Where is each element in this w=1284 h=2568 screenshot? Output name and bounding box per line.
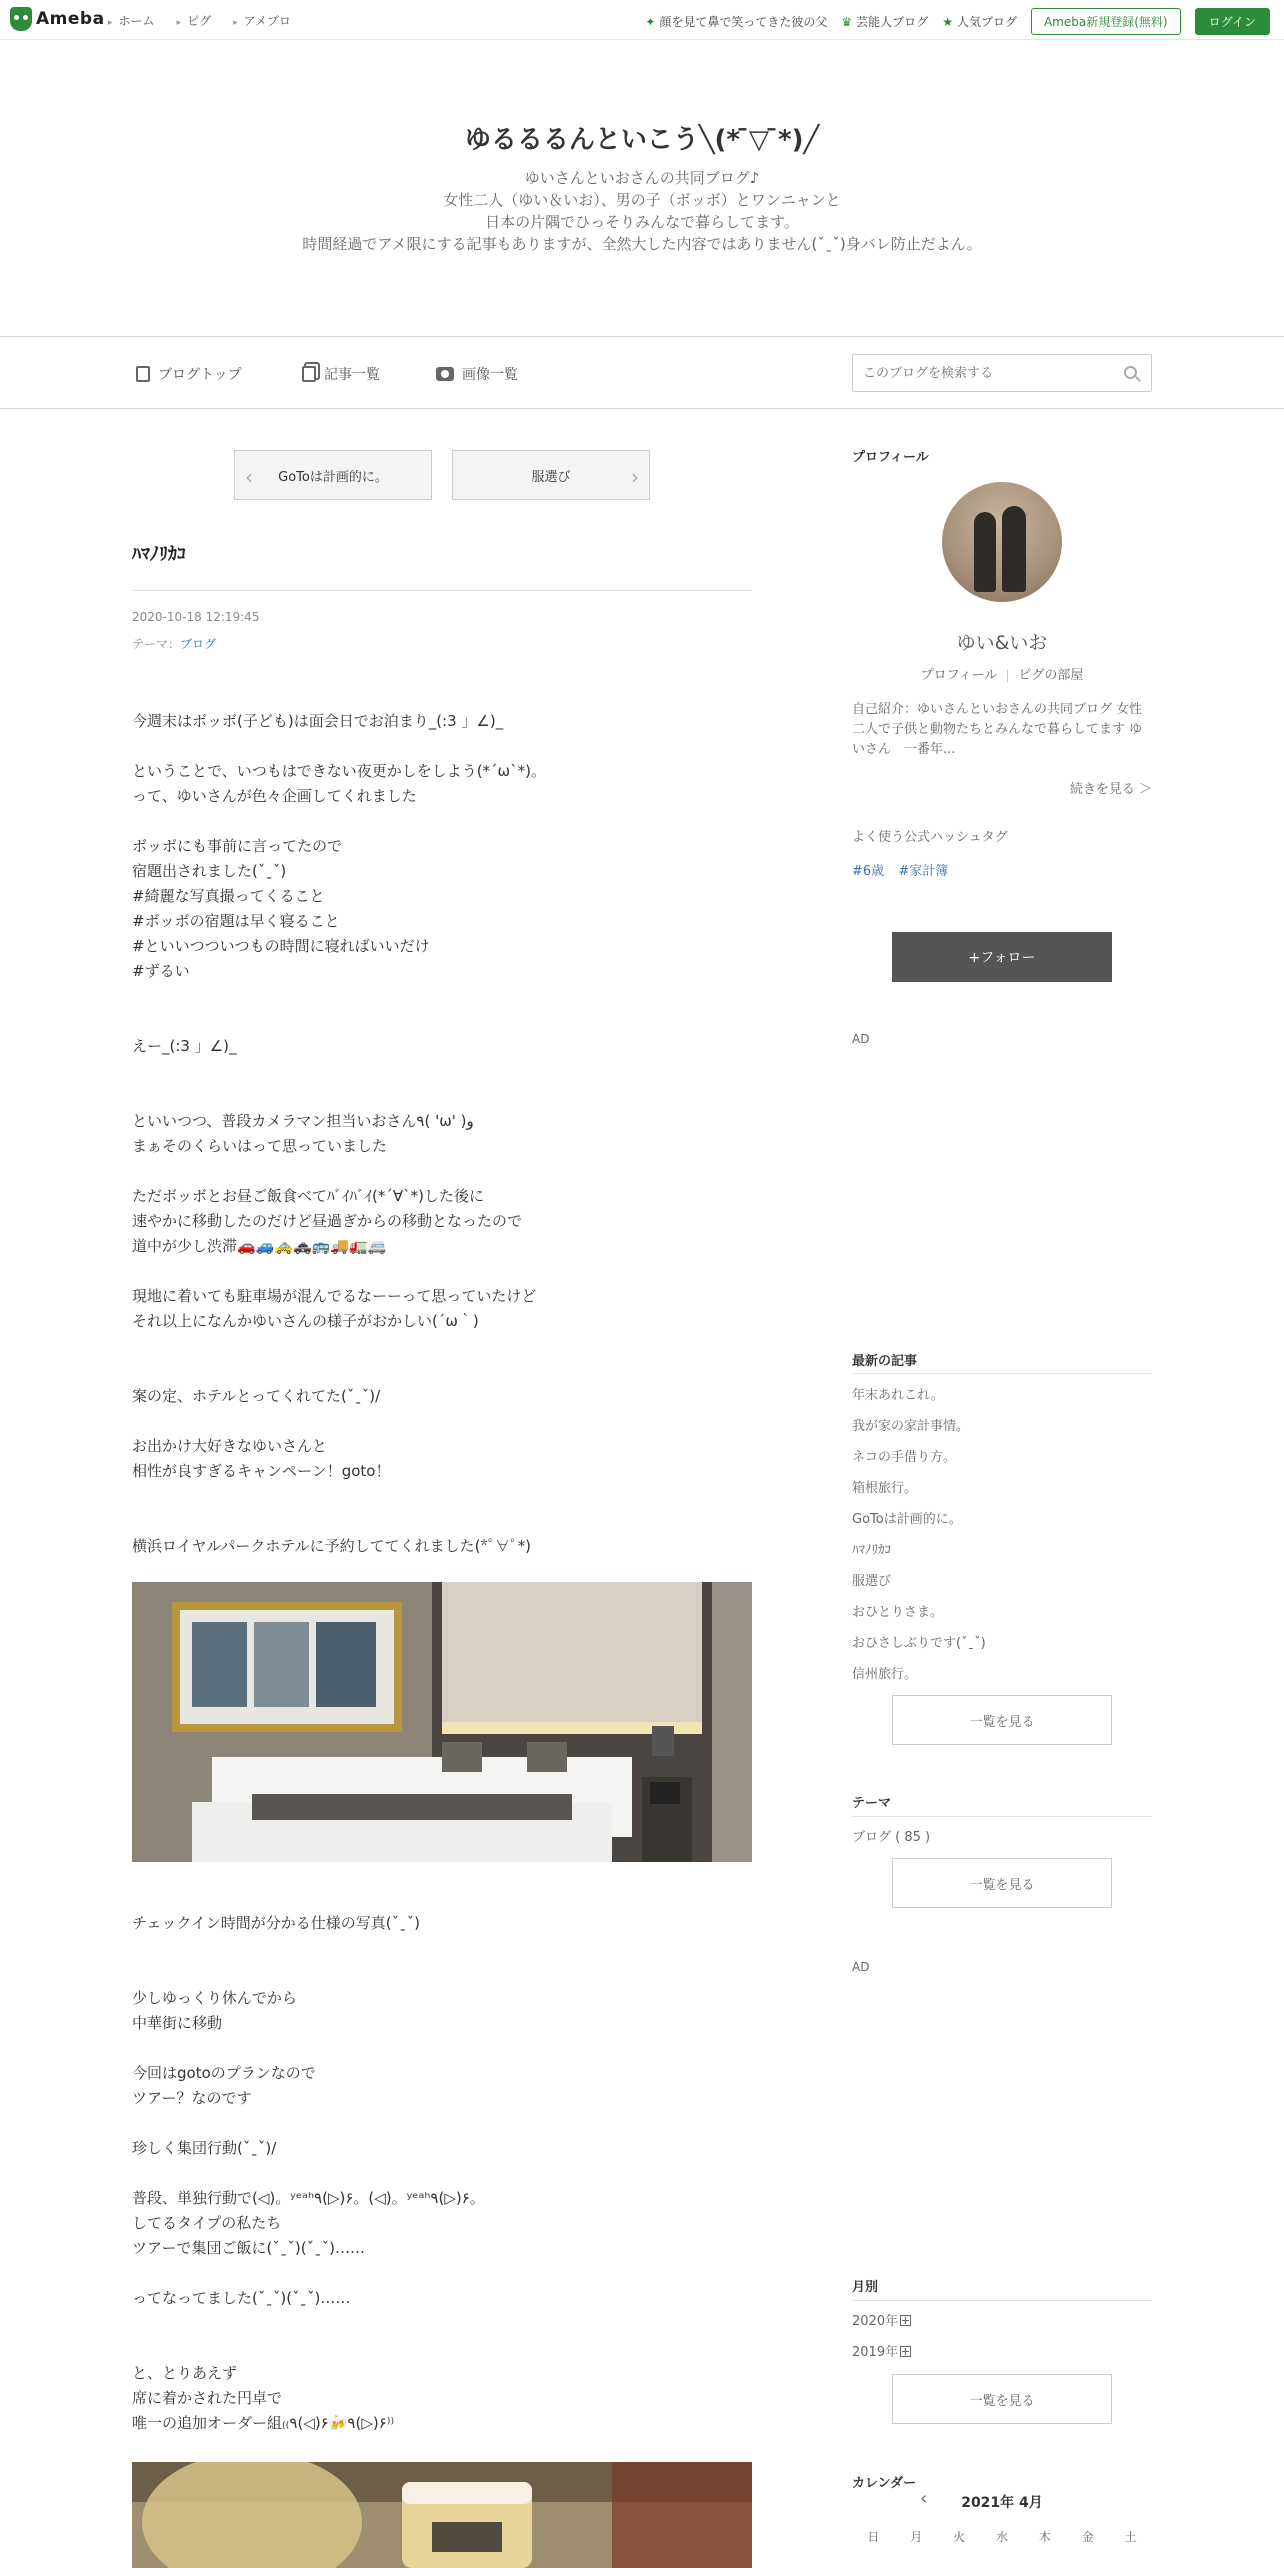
body-line: ツアーで集団ご飯に(ˇˍˇ)(ˇˍˇ)…… xyxy=(132,2239,365,2257)
body-line: といいつつ、普段カメラマン担当いおさん٩( 'ω' )و xyxy=(132,1112,474,1130)
body-line: チェックイン時間が分かる仕様の写真(ˇˍˇ) xyxy=(132,1914,421,1932)
profile-intro: 自己紹介：ゆいさんといおさんの共同ブログ 女性二人で子供と動物たちとみんなで暮らしてます ゆいさん 一番年... xyxy=(852,702,1143,757)
weekday-label: 土 xyxy=(1124,2530,1137,2544)
weekday-label: 水 xyxy=(996,2530,1009,2544)
monthly-divider xyxy=(852,2300,1152,2301)
recent-entry-link[interactable]: おひとりさま。 xyxy=(852,1605,944,1620)
body-line: 普段、単独行動で(◁)。ʸᵉᵃʰ٩(▷)۶。(◁)。ʸᵉᵃʰ٩(▷)۶。 xyxy=(132,2189,485,2207)
body-line: ボッボにも事前に言ってたので xyxy=(132,837,343,855)
ad-label: AD xyxy=(852,1032,870,1046)
signup-button[interactable]: Ameba新規登録(無料) xyxy=(1031,8,1181,35)
hashtag-list xyxy=(852,860,958,879)
theme-see-all-button[interactable]: 一覧を見る xyxy=(892,1858,1112,1908)
profile-more-link[interactable]: 続きを見る ＞ xyxy=(1069,782,1152,797)
profile-heading: プロフィール xyxy=(852,450,929,465)
blog-search xyxy=(852,354,1152,392)
recent-entry-link[interactable]: ネコの手借り方。 xyxy=(852,1450,957,1465)
global-header xyxy=(0,0,1284,40)
theme-label: テーマ： xyxy=(132,637,181,651)
pigg-room-link[interactable]: ピグの部屋 xyxy=(1018,668,1084,683)
title-divider xyxy=(132,590,752,591)
ameba-logo-icon xyxy=(10,7,32,31)
blog-top-link[interactable] xyxy=(136,364,242,384)
expand-plus-icon[interactable] xyxy=(900,2346,911,2357)
ranking-link-1[interactable] xyxy=(645,13,827,30)
body-line: 今週末はボッボ(子ども)は面会日でお泊まり_(:3 」∠)_ xyxy=(132,712,504,730)
body-line: 中華街に移動 xyxy=(132,2014,223,2032)
blog-nav xyxy=(0,336,1284,409)
calendar-prev-icon[interactable]: ‹ xyxy=(920,2488,928,2509)
weekday-label: 月 xyxy=(910,2530,923,2544)
weekday-label: 日 xyxy=(867,2530,880,2544)
document-icon xyxy=(136,366,150,382)
month-label: 2019年 xyxy=(852,2345,899,2360)
theme-item-link[interactable]: ブログ ( 85 ) xyxy=(852,1830,931,1845)
body-line: お出かけ大好きなゆいさんと xyxy=(132,1437,328,1455)
body-line: 相性が良すぎるキャンペーン！goto！ xyxy=(132,1462,391,1480)
entry-list-link[interactable] xyxy=(302,364,380,384)
blog-top-label: ブログトップ xyxy=(158,367,242,383)
calendar-heading: カレンダー xyxy=(852,2476,917,2491)
body-line: 現地に着いても駐車場が混んでるなーーって思っていたけど xyxy=(132,1287,537,1305)
body-line: 今回はgotoのプランなので xyxy=(132,2064,316,2082)
recent-heading: 最新の記事 xyxy=(852,1354,918,1369)
ameba-logo[interactable] xyxy=(10,7,105,31)
expand-plus-icon[interactable] xyxy=(900,2315,911,2326)
entry-date: 2020-10-18 12:19:45 xyxy=(132,610,260,624)
search-input[interactable] xyxy=(853,355,1103,391)
star-icon: ✦ xyxy=(645,14,656,29)
body-line: 宿題出されました(ˇˍˇ) xyxy=(132,862,287,880)
calendar-weekdays xyxy=(852,2528,1152,2545)
body-line: 唯一の追加オーダー組₍₍٩(◁)۶🍻٩(▷)۶⁾⁾ xyxy=(132,2414,395,2432)
prev-entry-label: GoToは計画的に。 xyxy=(278,469,388,485)
copy-icon xyxy=(302,366,316,382)
prev-entry-button[interactable] xyxy=(234,450,432,500)
global-nav xyxy=(108,12,291,29)
recent-divider xyxy=(852,1373,1152,1374)
popular-blog-link[interactable] xyxy=(942,13,1017,30)
ranking-link-label: 顔を見て鼻で笑ってきた彼の父 xyxy=(659,15,828,29)
body-line: ということで、いつもはできない夜更かしをしよう(*´ω`*)。 xyxy=(132,762,546,780)
next-entry-button[interactable] xyxy=(452,450,650,500)
body-line: 横浜ロイヤルパークホテルに予約しててくれました(*ﾟ∀ﾟ*) xyxy=(132,1537,531,1555)
image-list-label: 画像一覧 xyxy=(462,367,518,383)
global-right-links xyxy=(645,8,1270,35)
blog-desc-line: 女性二人（ゆい＆いお）、男の子（ボッボ）とワンニャンと xyxy=(443,191,841,209)
body-line: してるタイプの私たち xyxy=(132,2214,282,2232)
theme-link[interactable]: ブログ xyxy=(180,637,217,651)
profile-link[interactable]: プロフィール xyxy=(920,668,998,683)
body-line: それ以上になんかゆいさんの様子がおかしい(´ω｀) xyxy=(132,1312,479,1330)
recent-entry-link[interactable]: 服選び xyxy=(852,1574,892,1589)
month-item[interactable] xyxy=(852,2310,911,2329)
blog-desc-line: ゆいさんといおさんの共同ブログ♪ xyxy=(524,169,760,187)
body-line: 速やかに移動したのだけど昼過ぎからの移動となったので xyxy=(132,1212,523,1230)
body-line: 珍しく集団行動(ˇˍˇ)/ xyxy=(132,2139,277,2157)
recent-entry-link[interactable]: ﾊﾏﾉﾘｶｺ xyxy=(852,1543,891,1558)
beer-illustration xyxy=(132,2462,752,2568)
month-label: 2020年 xyxy=(852,2314,899,2329)
body-line: #綺麗な写真撮ってくること xyxy=(132,887,325,905)
weekday-label: 木 xyxy=(1038,2530,1051,2544)
blog-desc-line: 日本の片隅でひっそりみんなで暮らしてます。 xyxy=(485,213,799,231)
body-line: って、ゆいさんが色々企画してくれました xyxy=(132,787,417,805)
ad-label: AD xyxy=(852,1960,870,1974)
body-line: まぁそのくらいはって思っていました xyxy=(132,1137,388,1155)
body-line: 案の定、ホテルとってくれてた(ˇˍˇ)/ xyxy=(132,1387,381,1405)
beer-photo[interactable] xyxy=(132,2462,752,2568)
body-line: ただボッボとお昼ご飯食べてﾊﾞｲﾊﾞｲ(*´∀`*)した後に xyxy=(132,1187,484,1205)
recent-entry-link[interactable]: おひさしぶりです(ˇˍˇ) xyxy=(852,1636,986,1651)
blog-title[interactable]: ゆるるるんといこう╲(* ̄▽ ̄*)╱ xyxy=(464,125,820,155)
theme-heading: テーマ xyxy=(852,1796,892,1811)
recent-entry-link[interactable]: GoToは計画的に。 xyxy=(852,1512,962,1527)
calendar-month: 2021年 4月 xyxy=(961,2495,1043,2511)
entry-title[interactable]: ﾊﾏﾉﾘｶｺ xyxy=(132,544,186,565)
recent-entry-link[interactable]: 箱根旅行。 xyxy=(852,1481,918,1496)
body-line: #ボッボの宿題は早く寝ること xyxy=(132,912,340,930)
hashtag-heading: よく使う公式ハッシュタグ xyxy=(852,830,1008,845)
profile-name[interactable]: ゆい&いお xyxy=(956,632,1048,654)
recent-entry-link[interactable]: 我が家の家計事情。 xyxy=(852,1419,970,1434)
crown-icon: ♛ xyxy=(841,14,853,29)
theme-divider xyxy=(852,1816,1152,1817)
entry-list-label: 記事一覧 xyxy=(324,367,380,383)
nav-home[interactable]: ▸ ホーム xyxy=(108,12,155,29)
recent-see-all-button[interactable]: 一覧を見る xyxy=(892,1695,1112,1745)
month-item[interactable] xyxy=(852,2341,911,2360)
body-line: 道中が少し渋滞🚗🚙🚕🚓🚌🚚🚛🚐 xyxy=(132,1237,387,1255)
body-line: #といいつついつもの時間に寝ればいいだけ xyxy=(132,937,430,955)
hashtag-link[interactable]: #家計簿 xyxy=(898,864,949,879)
body-line: 席に着かされた円卓で xyxy=(132,2389,283,2407)
next-entry-label: 服選び xyxy=(531,469,571,485)
nav-pigg[interactable]: ▸ ピグ xyxy=(177,12,212,29)
monthly-see-all-button[interactable]: 一覧を見る xyxy=(892,2374,1112,2424)
body-line: と、とりあえず xyxy=(132,2364,238,2382)
hotel-room-photo[interactable] xyxy=(132,1582,752,1862)
body-line: ツアー？なのです xyxy=(132,2089,252,2107)
celebrity-blog-link[interactable] xyxy=(841,13,928,30)
image-list-link[interactable] xyxy=(436,364,518,384)
body-line: えー_(:3 」∠)_ xyxy=(132,1037,237,1055)
hotel-room-illustration xyxy=(132,1582,752,1862)
star-icon: ★ xyxy=(942,14,953,29)
search-icon[interactable] xyxy=(1124,366,1137,379)
blog-description xyxy=(0,167,1284,255)
blog-header xyxy=(0,41,1284,336)
popular-blog-label: 人気ブログ xyxy=(956,15,1017,29)
profile-links xyxy=(852,664,1152,683)
chevron-left-icon: ‹ xyxy=(245,465,253,489)
avatar[interactable] xyxy=(942,482,1062,602)
celebrity-blog-label: 芸能人ブログ xyxy=(856,15,929,29)
weekday-label: 火 xyxy=(953,2530,966,2544)
hashtag-link[interactable]: #6歳 xyxy=(852,864,885,879)
body-line: #ずるい xyxy=(132,962,190,980)
body-line: ってなってました(ˇˍˇ)(ˇˍˇ)…… xyxy=(132,2289,351,2307)
follow-button[interactable]: +フォロー xyxy=(892,932,1112,982)
body-line: 少しゆっくり休んでから xyxy=(132,1989,297,2007)
camera-icon xyxy=(436,367,454,381)
logo-text: Ameba xyxy=(36,9,105,29)
nav-ameblo[interactable]: ▸ アメブロ xyxy=(233,12,291,29)
weekday-label: 金 xyxy=(1081,2530,1094,2544)
login-button[interactable]: ログイン xyxy=(1195,8,1270,35)
blog-desc-line: 時間経過でアメ限にする記事もありますが、全然大した内容ではありません(ˇˍˇ)身バレ防止だよん。 xyxy=(302,235,982,253)
entry-theme xyxy=(132,635,216,652)
monthly-heading: 月別 xyxy=(852,2280,879,2295)
chevron-right-icon: › xyxy=(631,465,639,489)
separator xyxy=(1007,670,1008,682)
recent-entry-link[interactable]: 信州旅行。 xyxy=(852,1667,918,1682)
recent-entry-link[interactable]: 年末あれこれ。 xyxy=(852,1388,944,1403)
